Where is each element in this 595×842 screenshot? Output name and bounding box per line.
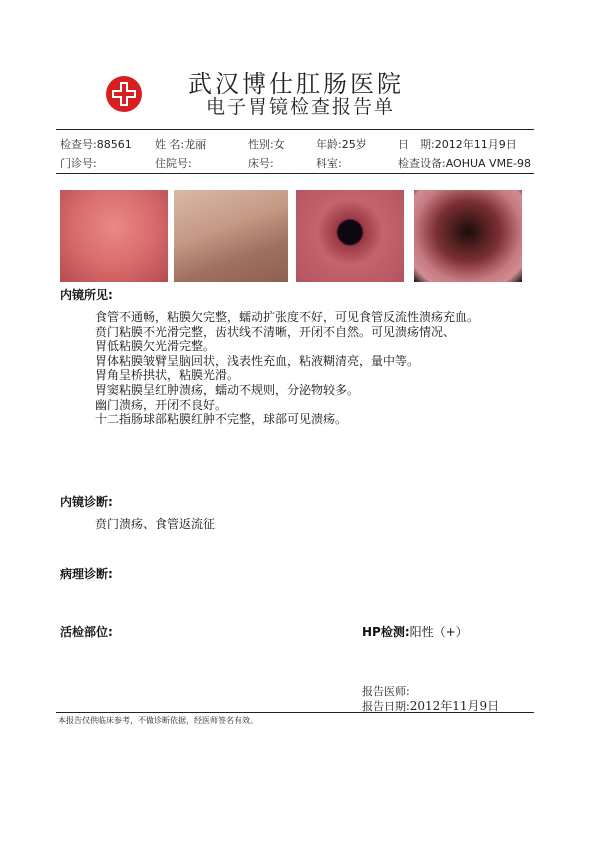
findings-line: 食管不通畅，粘膜欠完整，蠕动扩张度不好，可见食管反流性溃疡充血。	[95, 310, 480, 324]
hospital-name: 武汉博仕肛肠医院	[188, 70, 404, 98]
biopsy-label: 活检部位:	[60, 625, 113, 639]
diagnosis-text: 贲门溃疡、食管返流征	[95, 517, 216, 531]
findings-line: 胃角呈桥拱状，粘膜光滑。	[95, 368, 240, 383]
findings-line: 胃体粘膜皱臂呈脑回状，浅表性充血，粘液糊清亮，量中等。	[95, 353, 420, 368]
findings-line: 十二指肠球部粘膜红肿不完整，球部可见溃疡。	[95, 412, 348, 427]
report-date: 报告日期:2012年11月9日	[362, 699, 500, 713]
name-field: 姓 名:龙丽	[155, 138, 207, 151]
disclaimer-note: 本报告仅供临床参考，不做诊断依据，经医师签名有效。	[58, 716, 258, 725]
bed-field: 床号:	[248, 157, 274, 170]
endoscopy-photo-3	[296, 190, 404, 282]
findings-line: 幽门溃疡，开闭不良好。	[95, 397, 228, 412]
device-field: 检查设备:AOHUA VME-98	[398, 157, 531, 170]
report-date-value: 2012年11月9日	[409, 699, 500, 713]
red-cross-logo-icon	[104, 74, 144, 114]
gender-value: 女	[273, 138, 285, 151]
age-value: 25岁	[341, 138, 367, 151]
report-title: 电子胃镜检查报告单	[206, 96, 396, 118]
endoscopy-photo-4	[414, 190, 522, 282]
endoscopy-photo-1	[60, 190, 168, 282]
date-value: 2012年11月9日	[434, 138, 517, 151]
dept-field: 科室:	[316, 157, 342, 170]
hp-test-value: 阳性（+）	[409, 625, 468, 639]
pathology-label: 病理诊断:	[60, 567, 113, 581]
findings-line: 胃低粘膜欠光滑完整。	[95, 339, 216, 354]
outpatient-field: 门诊号:	[60, 157, 97, 170]
footer-divider	[56, 712, 534, 713]
findings-text	[95, 310, 575, 427]
age-field: 年龄:25岁	[316, 138, 367, 151]
hp-test	[362, 623, 468, 640]
inpatient-field: 住院号:	[155, 157, 192, 170]
findings-line: 胃窦粘膜呈红肿溃疡，蠕动不规则，分泌物较多。	[95, 382, 360, 397]
findings-label: 内镜所见:	[60, 288, 113, 302]
exam-no-field: 检查号:88561	[60, 138, 132, 151]
hp-test-label: HP检测:	[362, 625, 410, 639]
gender-field: 性别:女	[248, 138, 285, 151]
header-divider	[56, 129, 534, 130]
exam-no-value: 88561	[96, 138, 132, 151]
device-value: AOHUA VME-98	[445, 157, 531, 170]
date-field: 日 期:2012年11月9日	[398, 138, 517, 151]
patient-info-divider	[56, 173, 534, 174]
diagnosis-label: 内镜诊断:	[60, 495, 113, 509]
report-doctor: 报告医师:	[362, 685, 410, 698]
endoscopy-photo-2	[174, 190, 288, 282]
name-value: 龙丽	[184, 138, 207, 151]
findings-line: 贲门粘膜不光滑完整，齿状线不清晰，开闭不自然。可见溃疡情况、	[95, 324, 456, 339]
